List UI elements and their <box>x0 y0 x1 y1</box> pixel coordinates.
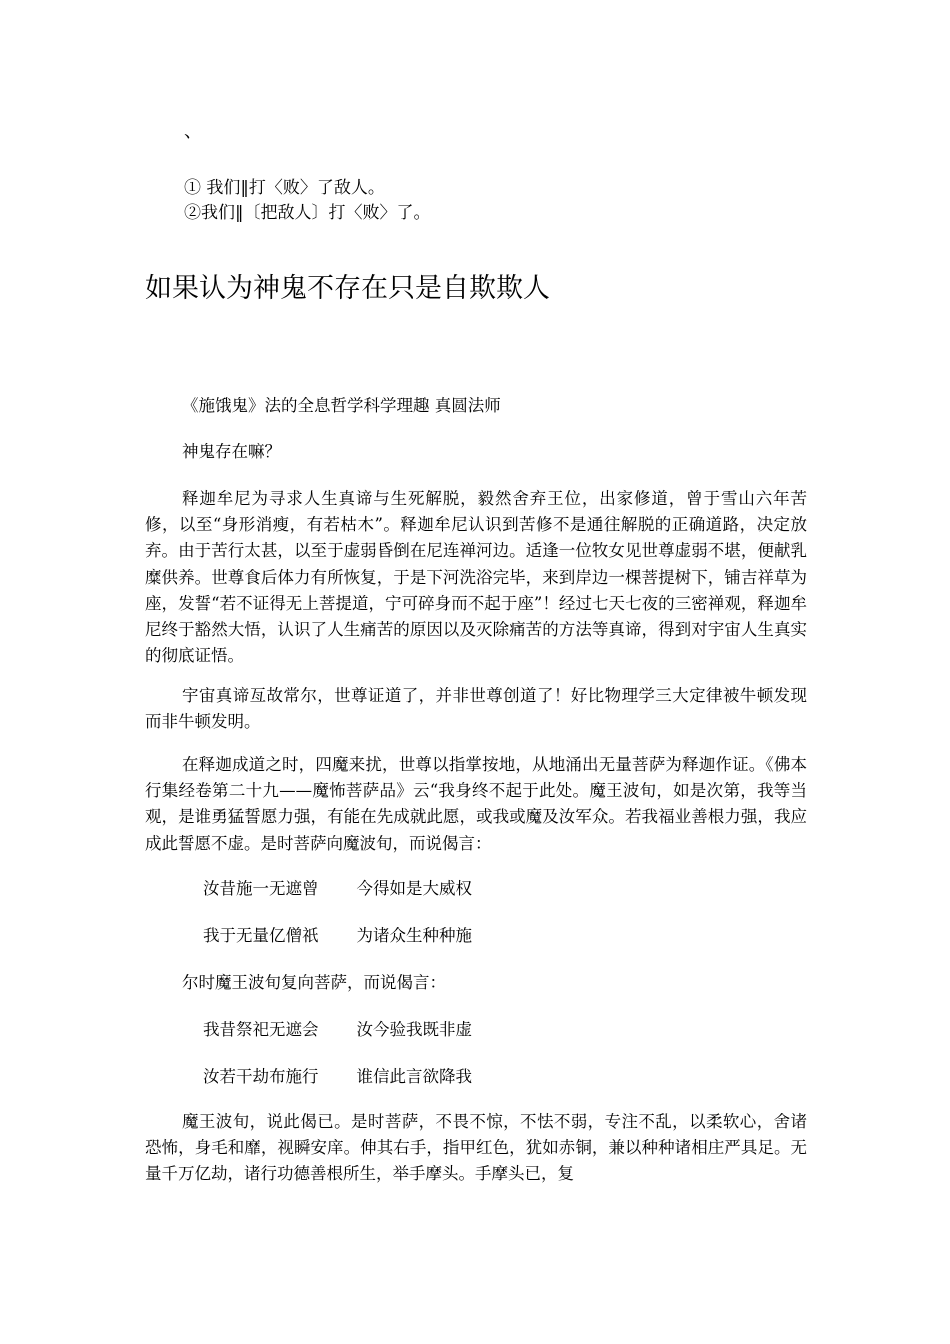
paragraph-2-text: 宇宙真谛亙故常尔，世尊证道了，并非世尊创道了！好比物理学三大定律被牛顿发现而非牛顿发明。 <box>145 686 807 732</box>
mid-narration-line: 尔时魔王波旬复向菩萨，而说偈言： <box>182 973 446 992</box>
paragraph-1-text: 释迦牟尼为寻求人生真谛与生死解脱，毅然舍弃王位，出家修道，曾于雪山六年苦修，以至“身形消瘦，有若枯木”。释迦牟尼认识到苦修不是通往解脱的正确道路，决定放弃。由于苦行太甚，以至于虚弱昏倒在尼连禅河边。适逢一位牧女见世尊虚弱不堪，便献乳糜供养。世尊食后体力有所恢复，于是下河洗浴完毕，来到岸边一棵菩提树下，铺吉祥草为座，发誓“若不证得无上菩提道，宁可碎身而不起于座”！经过七天七夜的三密禅观，释迦牟尼终于豁然大悟，认识了人生痛苦的原因以及灭除痛苦的方法等真谛，得到对宇宙人生真实的彻底证悟。 <box>145 489 807 666</box>
verse-line-3 <box>203 1017 472 1043</box>
verse-1-second-half: 今得如是大威权 <box>356 879 472 898</box>
example-sentence-2: ②我们‖〔把敌人〕打〈败〉了。 <box>184 203 431 223</box>
verse-2-second-half: 为诸众生种种施 <box>356 926 472 945</box>
verse-4-first-half: 汝若干劫布施行 <box>203 1067 319 1086</box>
verse-3-second-half: 汝今验我既非虚 <box>356 1020 472 1039</box>
verse-1-first-half: 汝昔施一无遮曾 <box>203 879 319 898</box>
paragraph-2 <box>145 683 807 735</box>
example-sentence-1: ① 我们‖打〈败〉了敌人。 <box>184 178 385 198</box>
article-title: 如果认为神鬼不存在只是自欺欺人 <box>145 273 550 304</box>
top-mark: 、 <box>184 121 202 142</box>
verse-4-second-half: 谁信此言欲降我 <box>356 1067 472 1086</box>
verse-line-2 <box>203 923 472 949</box>
verse-2-first-half: 我于无量亿僧祇 <box>203 926 319 945</box>
paragraph-3 <box>145 752 807 857</box>
paragraph-3-text: 在释迦成道之时，四魔来扰，世尊以指掌按地，从地涌出无量菩萨为释迦作证。《佛本行集经卷第二十九——魔怖菩萨品》云“我身终不起于此处。魔王波旬，如是次第，我等当观，是谁勇猛誓愿力强，有能在先成就此愿，或我或魔及汝军众。若我福业善根力强，我应成此誓愿不虚。是时菩萨向魔波旬，而说偈言： <box>145 755 807 853</box>
article-subtitle: 《施饿鬼》法的全息哲学科学理趣 真圆法师 <box>182 396 501 415</box>
verse-line-4 <box>203 1064 472 1090</box>
verse-3-first-half: 我昔祭祀无遮会 <box>203 1020 319 1039</box>
question-line: 神鬼存在嘛？ <box>182 442 281 461</box>
paragraph-4 <box>145 1109 807 1188</box>
verse-line-1 <box>203 876 472 902</box>
paragraph-4-text: 魔王波旬，说此偈已。是时菩萨，不畏不惊，不怯不弱，专注不乱，以柔软心，舍诸恐怖，身毛和靡，视瞬安庠。伸其右手，指甲红色，犹如赤铜，兼以种种诸相庄严具足。无量千万亿劫，诸行功德善根所生，举手摩头。手摩头已，复 <box>145 1112 807 1184</box>
paragraph-1 <box>145 486 807 669</box>
